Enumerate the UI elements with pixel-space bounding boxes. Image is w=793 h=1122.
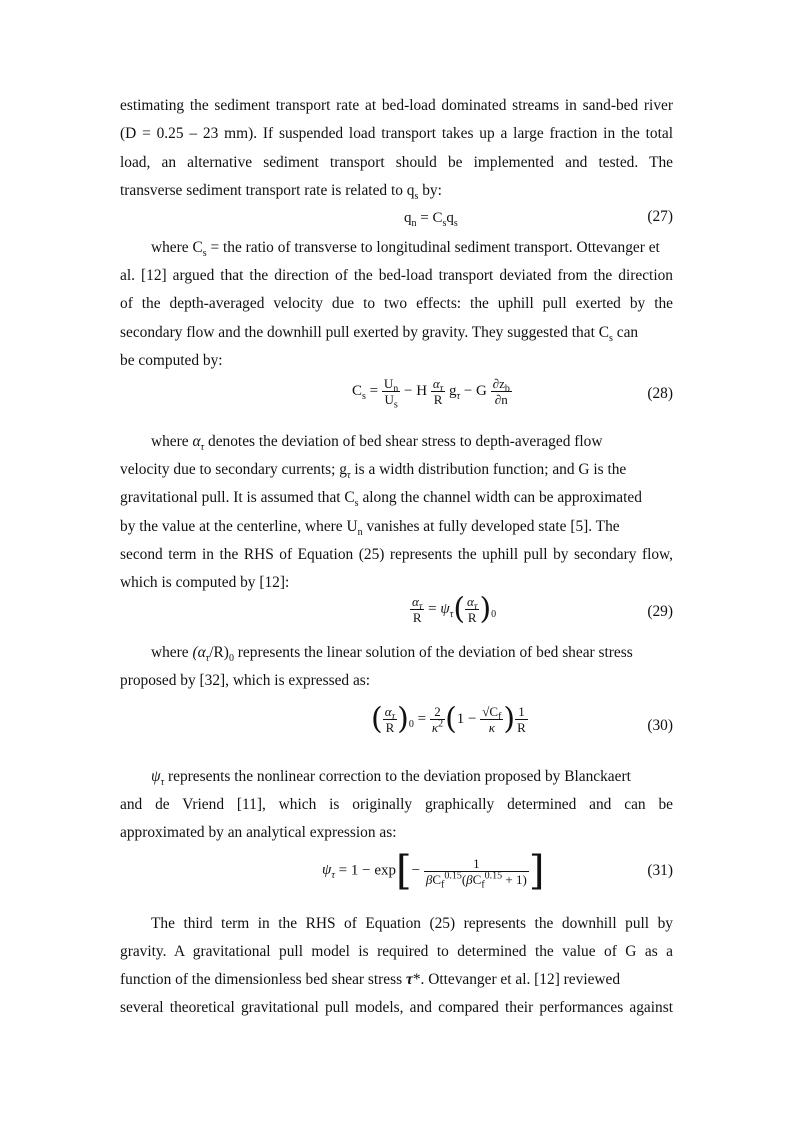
text-line: which is computed by [12]:	[120, 574, 290, 591]
text-line: several theoretical gravitational pull models, and compared their performances against	[120, 999, 673, 1016]
text-line: proposed by [32], which is expressed as:	[120, 672, 371, 689]
text-line: al. [12] argued that the direction of the bed-load transport deviated from the direction	[120, 267, 673, 284]
text-line: function of the dimensionless bed shear stress τ*. Ottevanger et al. [12] reviewed	[120, 971, 621, 988]
equation-number: (29)	[647, 603, 673, 620]
text-line: $\psi_\tau$ represents the nonlinear correction to the deviation proposed by Blanckaert	[151, 768, 631, 789]
text-line: where $\alpha_\tau$ denotes the deviation of bed shear stress to depth-averaged flow	[151, 433, 603, 454]
text-line: (D = 0.25 – 23 mm). If suspended load transport takes up a large fraction in the total	[120, 125, 673, 142]
text-line: velocity due to secondary currents; $g_\tau$ is a width distribution function; and G is the	[120, 461, 627, 482]
text-line: estimating the sediment transport rate at bed-load dominated streams in sand-bed river	[120, 97, 673, 114]
equation-number: (30)	[647, 717, 673, 734]
equation-number: (31)	[647, 862, 673, 879]
equation-number: (27)	[647, 208, 673, 225]
text-line: and de Vriend [11], which is originally graphically determined and can be	[120, 796, 673, 813]
equation-27: $q_n = C_sq_s$	[404, 210, 458, 229]
equation-number: (28)	[647, 385, 673, 402]
equation-30: ( $\frac{\alpha_\tau}{R}$ )$_0$ = $\frac{2}{\kappa^2}$ (1 − $\frac{√C_f}{\kappa}$ ) $\frac{1}{R}$	[371, 701, 526, 737]
equation-29: $\frac{\alpha_\tau}{R}$ = $\psi_\tau$( $\frac{\alpha_\tau}{R}$ )$_0$	[412, 591, 497, 627]
text-line: be computed by:	[120, 352, 223, 369]
text-line: secondary flow and the downhill pull exerted by gravity. They suggested that $C_s$ can	[120, 324, 639, 345]
text-line: where $C_s$ = the ratio of transverse to longitudinal sediment transport. Ottevanger et	[151, 239, 660, 260]
text-line: gravity. A gravitational pull model is required to determined the value of G as a	[120, 943, 673, 960]
text-line: by the value at the centerline, where $U_n$ vanishes at fully developed state [5]. The	[120, 518, 620, 539]
text-line: gravitational pull. It is assumed that $C_s$ along the channel width can be approximated	[120, 489, 642, 510]
equation-28: $C_s$ = $\frac{U_n}{U_s}$ − H $\frac{\alpha_\tau}{R}$ $g_\tau - G$ $\frac{\partial z_b}{\partial n}$	[352, 376, 510, 411]
text-line: transverse sediment transport rate is related to $q_s$ by:	[120, 182, 442, 203]
equation-31: $\psi_\tau = 1 - \exp[-$ $\frac{1}{\beta C_f^{0.15}(\beta C_f^{0.15} + 1)}$ ]	[322, 848, 545, 894]
text-line: approximated by an analytical expression as:	[120, 824, 397, 841]
text-line: where $(\alpha_\tau/R)_0$ represents the linear solution of the deviation of bed shear stress	[151, 644, 633, 665]
text-line: load, an alternative sediment transport should be implemented and tested. The	[120, 154, 673, 171]
text-line: of the depth-averaged velocity due to two effects: the uphill pull exerted by the	[120, 295, 673, 312]
text-line: second term in the RHS of Equation (25) represents the uphill pull by secondary flow,	[120, 546, 673, 563]
text-line: The third term in the RHS of Equation (25) represents the downhill pull by	[151, 915, 673, 932]
